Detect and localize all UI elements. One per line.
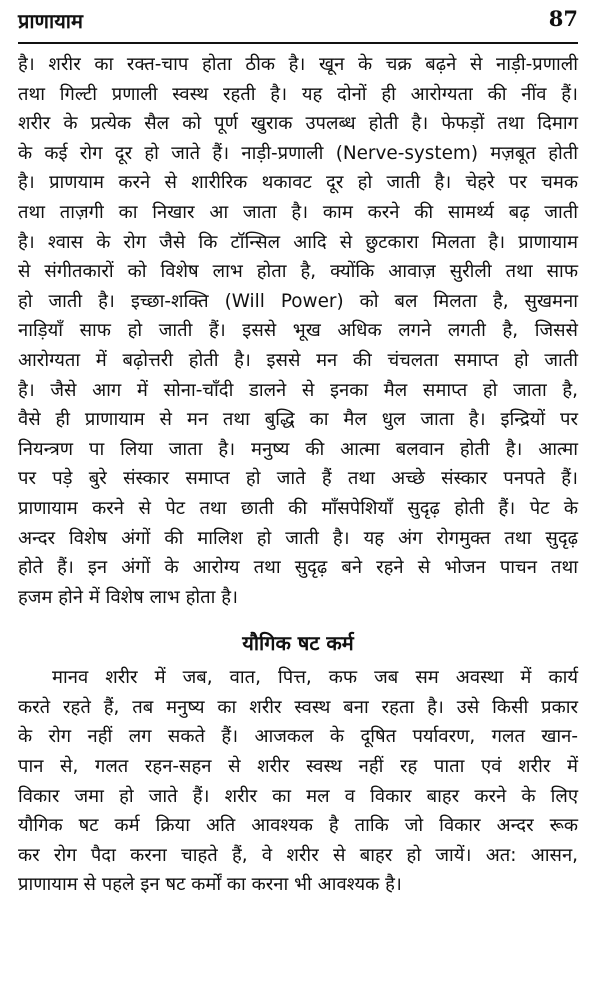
text-line: होते हैं। इन अंगों के आरोग्य तथा सुदृढ़ बने रहने से भोजन पाचन तथा [18,557,578,579]
text-line: आरोग्यता में बढ़ोत्तरी होती है। इससे मन की चंचलता समाप्त हो जाती [18,349,578,371]
text-line: से संगीतकारों को विशेष लाभ होता है, क्योंकि आवाज़ सुरीली तथा साफ [18,261,578,283]
text-line: हो जाती है। इच्छा-शक्ति (Will Power) को बल मिलता है, सुखमना [18,290,578,312]
text-line: तथा ताज़गी का निखार आ जाता है। काम करने की सामर्थ्य बढ़ जाती [18,201,578,223]
page-number: 87 [548,6,578,31]
text-line: नियन्त्रण पा लिया जाता है। मनुष्य की आत्मा बलवान होती है। आत्मा [18,438,578,460]
text-line: पर पड़े बुरे संस्कार समाप्त हो जाते हैं तथा अच्छे संस्कार पनपते हैं। [18,468,578,490]
text-line: करते रहते हैं, तब मनुष्य का शरीर स्वस्थ बना रहता है। उसे किसी प्रकार [18,696,578,718]
paragraph-1 [18,50,578,612]
text-line: तथा गिल्टी प्रणाली स्वस्थ रहती है। यह दोनों ही आरोग्यता की नींव हैं। [18,83,578,105]
text-line: अन्दर विशेष अंगों की मालिश हो जाती है। यह अंग रोगमुक्त तथा सुदृढ़ [18,527,578,549]
text-line: के कई रोग दूर हो जाते हैं। नाड़ी-प्रणाली (Nerve-system) मज़बूत होती [18,142,578,164]
running-header [18,0,578,44]
text-line: है। श्वास के रोग जैसे कि टॉन्सिल आदि से छुटकारा मिलता है। प्राणायाम [18,231,578,253]
text-line: हजम होने में विशेष लाभ होता है। [18,586,239,608]
text-line: शरीर के प्रत्येक सैल को पूर्ण खुराक उपलब्ध होती है। फेफड़ों तथा दिमाग [18,113,578,135]
header-title: प्राणायाम [18,9,83,33]
text-line: है। जैसे आग में सोना-चाँदी डालने से इनका मैल समाप्त हो जाता है, [18,379,578,401]
text-line: मानव शरीर में जब, वात, पित्त, कफ जब सम अवस्था में कार्य [52,667,578,689]
text-line: पान से, गलत रहन-सहन से शरीर स्वस्थ नहीं रह पाता एवं शरीर में [18,756,578,778]
text-line: प्राणायाम से पहले इन षट कर्मों का करना भी आवश्यक है। [18,874,402,896]
text-line: प्राणायाम करने से पेट तथा छाती की माँसपेशियाँ सुदृढ़ होती हैं। पेट के [18,497,578,519]
text-line: नाड़ियाँ साफ हो जाती हैं। इससे भूख अधिक लगने लगती है, जिससे [18,320,578,342]
text-line: विकार जमा हो जाते हैं। शरीर का मल व विकार बाहर करने के लिए [18,785,578,807]
text-line: है। शरीर का रक्त-चाप होता ठीक है। खून के चक्र बढ़ने से नाड़ी-प्रणाली [18,54,578,75]
text-line: यौगिक षट कर्म क्रिया अति आवश्यक है ताकि जो विकार अन्दर रूक [18,815,578,837]
text-line: कर रोग पैदा करना चाहते हैं, वे शरीर से बाहर हो जायें। अत: आसन, [18,844,578,866]
text-line: के रोग नहीं लग सकते हैं। आजकल के दूषित पर्यावरण, गलत खान- [18,726,578,748]
paragraph-2 [18,663,578,900]
section-heading: यौगिक षट कर्म [242,631,354,656]
text-line: वैसे ही प्राणायाम से मन तथा बुद्धि का मैल धुल जाता है। इन्द्रियों पर [18,409,578,431]
text-line: है। प्राणयाम करने से शारीरिक थकावट दूर हो जाती है। चेहरे पर चमक [18,172,578,194]
